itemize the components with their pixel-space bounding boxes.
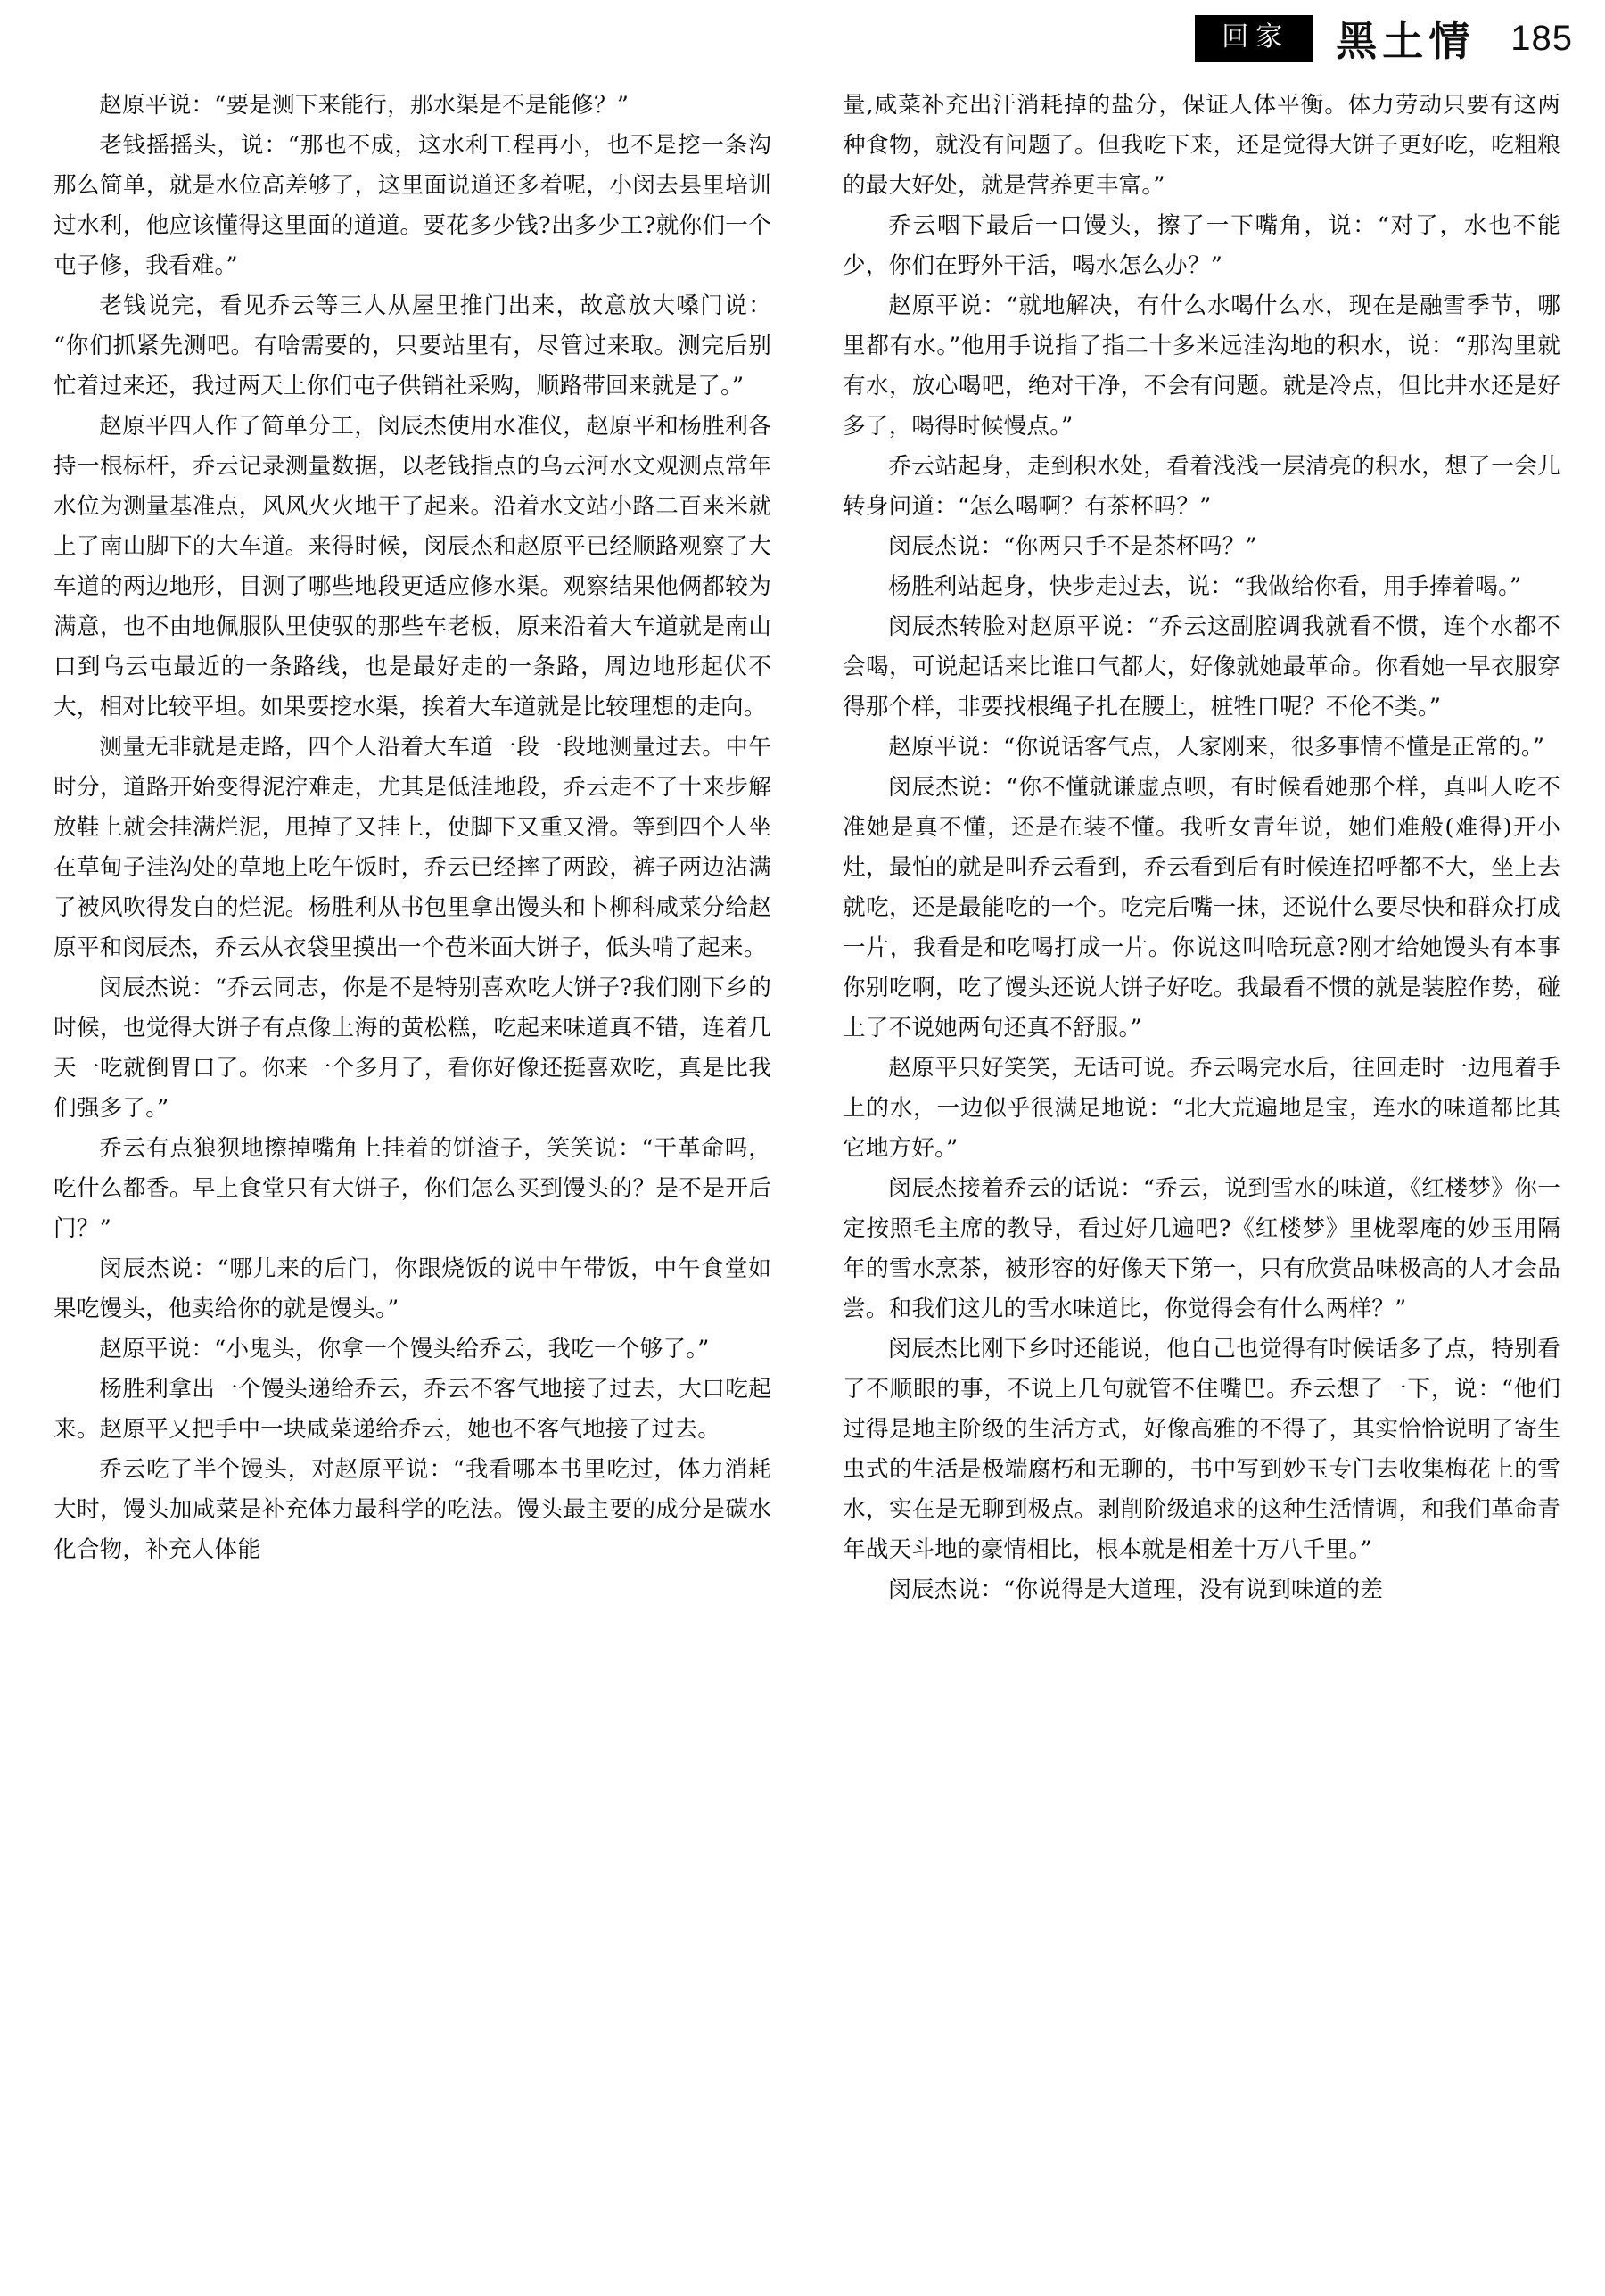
- paragraph: 乔云咽下最后一口馒头，擦了一下嘴角，说：“对了，水也不能少，你们在野外干活，喝水怎么办？”: [843, 212, 1560, 279]
- book-title: 黑土情: [1336, 17, 1476, 65]
- left-column: [54, 86, 771, 2270]
- right-column: [843, 86, 1560, 2270]
- page-body: [54, 86, 1560, 2270]
- page-header: [0, 0, 1605, 77]
- paragraph: 测量无非就是走路，四个人沿着大车道一段一段地测量过去。中午时分，道路开始变得泥泞难走，尤其是低洼地段，乔云走不了十来步解放鞋上就会挂满烂泥，甩掉了又挂上，使脚下又重又滑。等到四个人坐在草甸子洼沟处的草地上吃午饭时，乔云已经摔了两跤，裤子两边沾满了被风吹得发白的烂泥。杨胜利从书包里拿出馒头和卜柳科咸菜分给赵原平和闵辰杰，乔云从衣袋里摸出一个苞米面大饼子，低头啃了起来。: [54, 734, 771, 961]
- paragraph: 闵辰杰说：“哪儿来的后门，你跟烧饭的说中午带饭，中午食堂如果吃馒头，他卖给你的就是馒头。”: [54, 1255, 771, 1322]
- paragraph: 赵原平说：“就地解决，有什么水喝什么水，现在是融雪季节，哪里都有水。”他用手说指了指二十多米远洼沟地的积水，说：“那沟里就有水，放心喝吧，绝对干净，不会有问题。就是冷点，但比井水还是好多了，喝得时候慢点。”: [843, 292, 1560, 440]
- paragraph: 闵辰杰说：“你不懂就谦虚点呗，有时候看她那个样，真叫人吃不准她是真不懂，还是在装不懂。我听女青年说，她们难般(难得)开小灶，最怕的就是叫乔云看到，乔云看到后有时候连招呼都不大，坐上去就吃，还是最能吃的一个。吃完后嘴一抹，还说什么要尽快和群众打成一片，我看是和吃喝打成一片。你说这叫啥玩意?刚才给她馒头有本事你别吃啊，吃了馒头还说大饼子好吃。我最看不惯的就是装腔作势，碰上了不说她两句还真不舒服。”: [843, 774, 1560, 1041]
- paragraph: 闵辰杰转脸对赵原平说：“乔云这副腔调我就看不惯，连个水都不会喝，可说起话来比谁口气都大，好像就她最革命。你看她一早衣服穿得那个样，非要找根绳子扎在腰上，桩牲口呢？不伦不类。”: [843, 613, 1560, 720]
- paragraph: 杨胜利站起身，快步走过去，说：“我做给你看，用手捧着喝。”: [888, 573, 1522, 600]
- paragraph: 杨胜利拿出一个馒头递给乔云，乔云不客气地接了过去，大口吃起来。赵原平又把手中一块咸菜递给乔云，她也不客气地接了过去。: [54, 1376, 771, 1443]
- paragraph: 赵原平说：“要是测下来能行，那水渠是不是能修？”: [99, 92, 630, 119]
- paragraph: 闵辰杰接着乔云的话说：“乔云，说到雪水的味道，《红楼梦》你一定按照毛主席的教导，看过好几遍吧?《红楼梦》里栊翠庵的妙玉用隔年的雪水烹茶，被形容的好像天下第一，只有欣赏品味极高的人才会品尝。和我们这儿的雪水味道比，你觉得会有什么两样？”: [843, 1175, 1560, 1322]
- paragraph: 赵原平说：“你说话客气点，人家刚来，很多事情不懂是正常的。”: [888, 734, 1545, 761]
- paragraph: 乔云吃了半个馒头，对赵原平说：“我看哪本书里吃过，体力消耗大时，馒头加咸菜是补充体力最科学的吃法。馒头最主要的成分是碳水化合物，补充人体能: [54, 1456, 771, 1563]
- paragraph: 赵原平四人作了简单分工，闵辰杰使用水准仪，赵原平和杨胜利各持一根标杆，乔云记录测量数据，以老钱指点的乌云河水文观测点常年水位为测量基准点，风风火火地干了起来。沿着水文站小路二百来米就上了南山脚下的大车道。来得时候，闵辰杰和赵原平已经顺路观察了大车道的两边地形，目测了哪些地段更适应修水渠。观察结果他俩都较为满意，也不由地佩服队里使驭的那些车老板，原来沿着大车道就是南山口到乌云屯最近的一条路线，也是最好走的一条路，周边地形起伏不大，相对比较平坦。如果要挖水渠，挨着大车道就是比较理想的走向。: [54, 413, 771, 720]
- paragraph: 老钱说完，看见乔云等三人从屋里推门出来，故意放大嗓门说：“你们抓紧先测吧。有啥需要的，只要站里有，尽管过来取。测完后别忙着过来还，我过两天上你们屯子供销社采购，顺路带回来就是了。”: [54, 292, 771, 399]
- paragraph: 赵原平说：“小鬼头，你拿一个馒头给乔云，我吃一个够了。”: [99, 1336, 710, 1362]
- paragraph: 闵辰杰比刚下乡时还能说，他自己也觉得有时候话多了点，特别看了不顺眼的事，不说上几句就管不住嘴巴。乔云想了一下，说：“他们过得是地主阶级的生活方式，好像高雅的不得了，其实恰恰说明了寄生虫式的生活是极端腐朽和无聊的，书中写到妙玉专门去收集梅花上的雪水，实在是无聊到极点。剥削阶级追求的这种生活情调，和我们革命青年战天斗地的豪情相比，根本就是相差十万八千里。”: [843, 1336, 1560, 1563]
- paragraph: 闵辰杰说：“你两只手不是茶杯吗？”: [888, 533, 1257, 560]
- paragraph: 量,咸菜补充出汗消耗掉的盐分，保证人体平衡。体力劳动只要有这两种食物，就没有问题了。但我吃下来，还是觉得大饼子更好吃，吃粗粮的最大好处，就是营养更丰富。”: [843, 92, 1560, 199]
- paragraph: 老钱摇摇头，说：“那也不成，这水利工程再小，也不是挖一条沟那么简单，就是水位高差够了，这里面说道还多着呢，小闵去县里培训过水利，他应该懂得这里面的道道。要花多少钱?出多少工?就你们一个屯子修，我看难。”: [54, 132, 771, 279]
- paragraph: 闵辰杰说：“乔云同志，你是不是特别喜欢吃大饼子?我们刚下乡的时候，也觉得大饼子有点像上海的黄松糕，吃起来味道真不错，连着几天一吃就倒胃口了。你来一个多月了，看你好像还挺喜欢吃，真是比我们强多了。”: [54, 975, 771, 1122]
- page-number: 185: [1510, 18, 1573, 58]
- chapter-badge: 回家: [1195, 15, 1313, 62]
- paragraph: 赵原平只好笑笑，无话可说。乔云喝完水后，往回走时一边甩着手上的水，一边似乎很满足地说：“北大荒遍地是宝，连水的味道都比其它地方好。”: [843, 1055, 1560, 1162]
- paragraph: 闵辰杰说：“你说得是大道理，没有说到味道的差: [888, 1576, 1384, 1603]
- paragraph: 乔云有点狼狈地擦掉嘴角上挂着的饼渣子，笑笑说：“干革命吗，吃什么都香。早上食堂只有大饼子，你们怎么买到馒头的？是不是开后门？”: [54, 1135, 771, 1242]
- paragraph: 乔云站起身，走到积水处，看着浅浅一层清亮的积水，想了一会儿转身问道：“怎么喝啊？有茶杯吗？”: [843, 453, 1560, 520]
